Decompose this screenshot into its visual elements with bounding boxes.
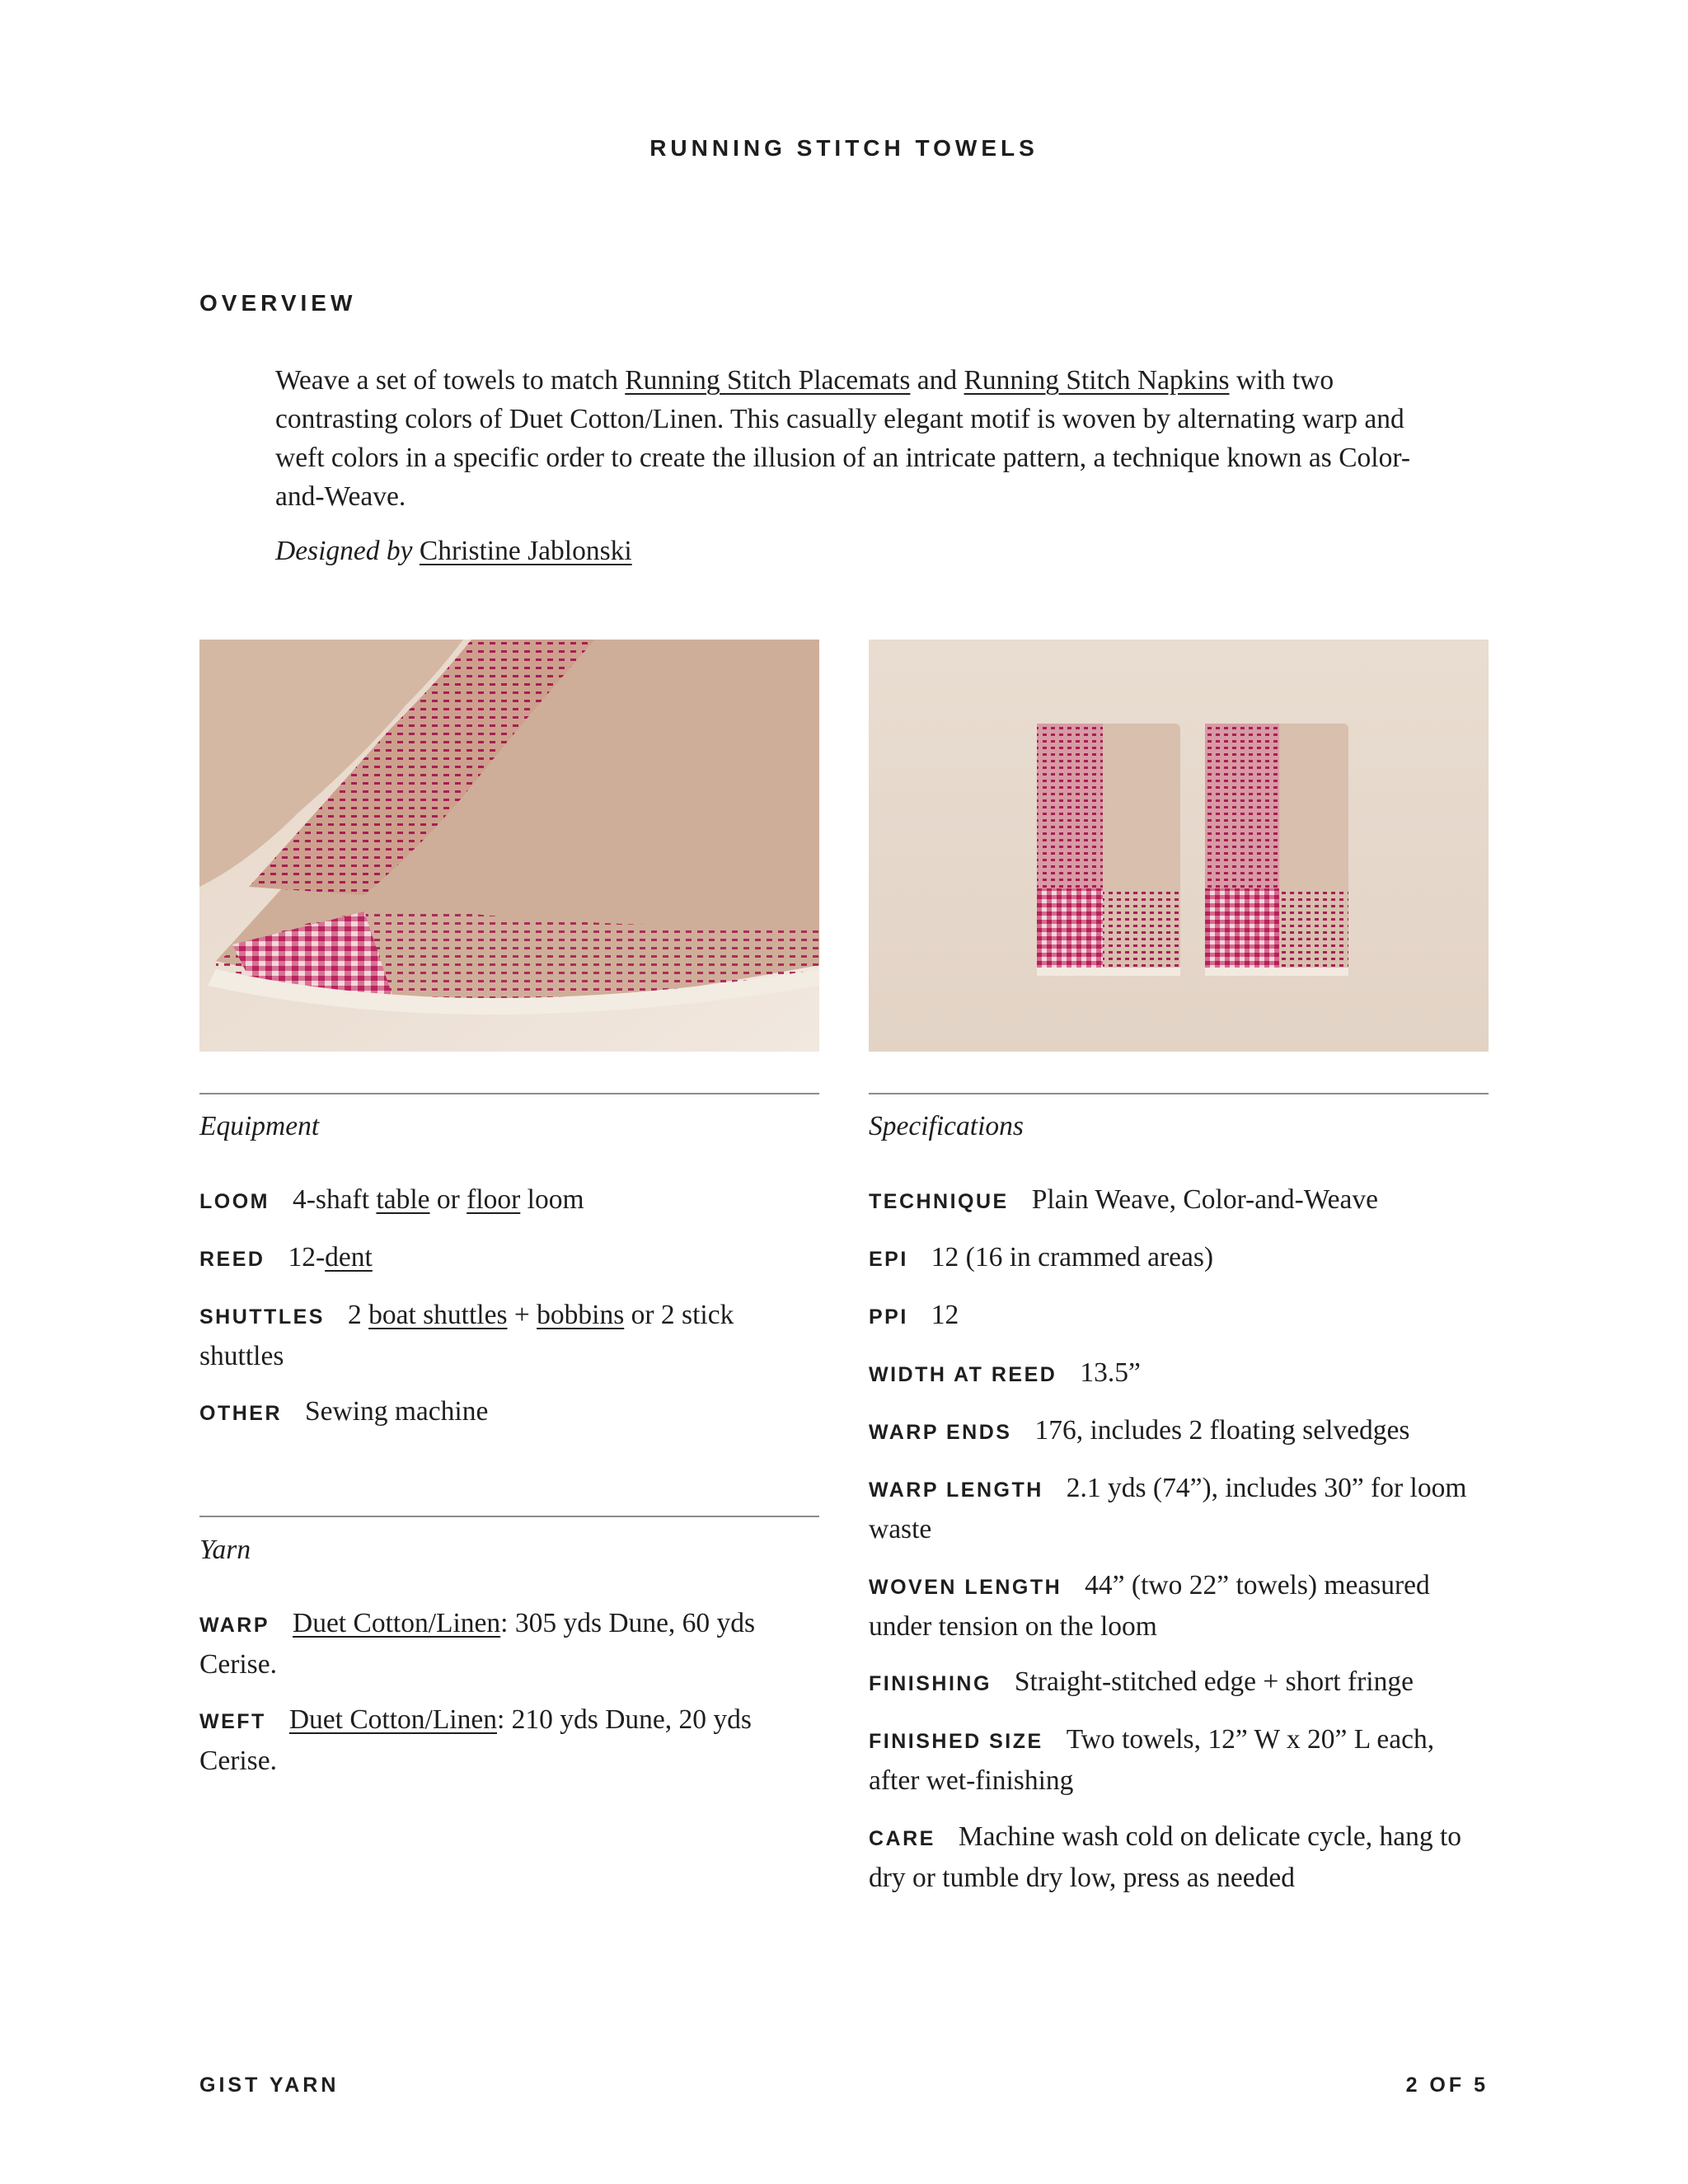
other-value: Sewing machine <box>305 1396 489 1427</box>
napkins-link[interactable]: Running Stitch Napkins <box>964 365 1230 396</box>
spec-epi <box>869 1238 1489 1279</box>
boat-shuttles-link[interactable]: boat shuttles <box>368 1300 508 1330</box>
designer-credit <box>275 536 632 567</box>
floor-loom-link[interactable]: floor <box>467 1184 521 1215</box>
yarn-divider <box>199 1516 819 1517</box>
reed-label: REED <box>199 1248 265 1271</box>
warp-yarn-link[interactable]: Duet Cotton/Linen <box>293 1608 501 1638</box>
equipment-loom <box>199 1180 819 1221</box>
spec-label: EPI <box>869 1248 908 1271</box>
loom-text: 4-shaft <box>293 1184 377 1215</box>
document-title: RUNNING STITCH TOWELS <box>649 135 1039 161</box>
spec-value: 12 <box>931 1300 959 1330</box>
intro-text: and <box>910 365 964 396</box>
shuttles-text: or 2 stick shuttles <box>199 1300 734 1371</box>
other-label: OTHER <box>199 1402 282 1425</box>
intro-text: Weave a set of towels to match <box>275 365 626 396</box>
spec-value: 12 (16 in crammed areas) <box>931 1242 1214 1272</box>
equipment-divider <box>199 1093 819 1094</box>
yarn-weft <box>199 1700 793 1780</box>
loom-text: loom <box>520 1184 584 1215</box>
spec-finished-size <box>869 1720 1462 1800</box>
spec-label: WARP LENGTH <box>869 1479 1043 1502</box>
specifications-divider <box>869 1093 1489 1094</box>
reed-text: 12- <box>288 1242 326 1272</box>
placemats-link[interactable]: Running Stitch Placemats <box>625 365 911 396</box>
shuttles-label: SHUTTLES <box>199 1305 325 1329</box>
warp-label: WARP <box>199 1614 270 1637</box>
shuttles-text: + <box>507 1300 537 1330</box>
towels-closeup-photo <box>199 640 819 1052</box>
spec-warp-length <box>869 1469 1479 1549</box>
spec-value: Plain Weave, Color-and-Weave <box>1031 1184 1379 1215</box>
shuttles-text: 2 <box>347 1300 369 1330</box>
spec-value: 13.5” <box>1080 1357 1141 1388</box>
spec-care <box>869 1817 1489 1897</box>
spec-value: 2.1 yds (74”), includes 30” for loom waste <box>869 1473 1467 1544</box>
dent-link[interactable]: dent <box>325 1242 373 1272</box>
spec-finishing <box>869 1662 1489 1704</box>
spec-woven-length <box>869 1566 1462 1646</box>
spec-value: Two towels, 12” W x 20” L each, after wet-finishing <box>869 1724 1435 1796</box>
spec-value: 44” (two 22” towels) measured under tension on the loom <box>869 1570 1430 1642</box>
weft-yarn-link[interactable]: Duet Cotton/Linen <box>288 1704 497 1735</box>
loom-text: or <box>429 1184 467 1215</box>
spec-label: WOVEN LENGTH <box>869 1576 1062 1599</box>
equipment-title: Equipment <box>199 1111 320 1141</box>
designer-link[interactable]: Christine Jablonski <box>419 536 632 566</box>
spec-label: PPI <box>869 1305 908 1329</box>
spec-value: 176, includes 2 floating selvedges <box>1034 1415 1410 1446</box>
table-loom-link[interactable]: table <box>376 1184 430 1215</box>
equipment-reed <box>199 1238 819 1279</box>
equipment-other <box>199 1392 819 1433</box>
weft-label: WEFT <box>199 1710 266 1733</box>
spec-label: WARP ENDS <box>869 1421 1012 1444</box>
yarn-title: Yarn <box>199 1535 251 1565</box>
overview-heading: OVERVIEW <box>199 290 357 316</box>
specifications-title: Specifications <box>869 1111 1024 1141</box>
spec-technique <box>869 1180 1489 1221</box>
spec-label: CARE <box>869 1827 935 1850</box>
spec-width-at-reed <box>869 1353 1489 1394</box>
page-number: 2 OF 5 <box>1405 2074 1489 2097</box>
spec-label: WIDTH AT REED <box>869 1363 1057 1386</box>
loom-label: LOOM <box>199 1190 270 1213</box>
spec-label: FINISHED SIZE <box>869 1730 1043 1753</box>
footer-brand: GIST YARN <box>199 2074 340 2097</box>
spec-label: TECHNIQUE <box>869 1190 1009 1213</box>
spec-ppi <box>869 1296 1489 1337</box>
folded-towels-photo <box>869 640 1489 1052</box>
warp-value: : 305 yds Dune, 60 yds Cerise. <box>199 1608 756 1680</box>
intro-text: with two contrasting colors of Duet Cotton/Linen. This casually elegant motif is woven by alternating warp and weft colors in a specific order to create the illusion of an intricate pattern, a technique known as Color-and-Weave. <box>275 365 1410 512</box>
yarn-warp <box>199 1604 793 1684</box>
equipment-shuttles <box>199 1296 776 1376</box>
spec-label: FINISHING <box>869 1672 992 1695</box>
spec-value: Straight-stitched edge + short fringe <box>1014 1666 1414 1697</box>
spec-value: Machine wash cold on delicate cycle, hang to dry or tumble dry low, press as needed <box>869 1821 1462 1893</box>
overview-intro <box>275 361 1429 516</box>
spec-warp-ends <box>869 1411 1489 1452</box>
weft-value: : 210 yds Dune, 20 yds Cerise. <box>199 1704 752 1776</box>
designed-by-label: Designed by <box>275 536 413 566</box>
bobbins-link[interactable]: bobbins <box>537 1300 625 1330</box>
